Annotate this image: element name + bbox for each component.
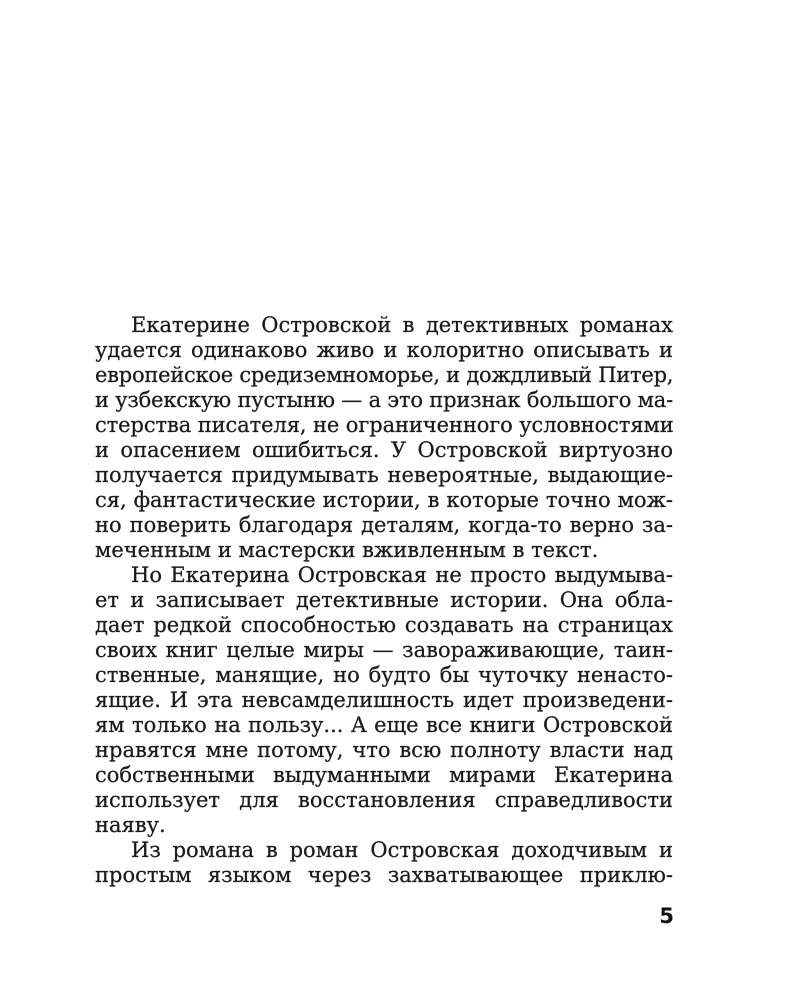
text-line: ящие. И эта невсамделишность идет произведени- [95,688,673,712]
text-line: Но Екатерина Островская не просто выдумыва- [131,563,673,587]
body-text [95,313,673,888]
text-line: и узбекскую пустыню — а это признак большого ма- [95,388,673,412]
text-line: получается придумывать невероятные, выдающие- [95,463,673,487]
text-line: нравятся мне потому, что всю полноту власти над [95,738,673,762]
text-line: меченным и мастерски вживленным в текст. [95,538,599,562]
text-line: собственными выдуманными мирами Екатерина [95,763,673,787]
text-line: ям только на пользу... А еще все книги Островской [95,713,673,737]
text-line: ся, фантастические истории, в которые точно мож- [95,488,673,512]
text-line: европейское средиземноморье, и дождливый Питер, [95,363,674,387]
text-line: дает редкой способностью создавать на страницах [95,613,673,637]
paragraph-1 [95,313,673,563]
text-line: использует для восстановления справедливости [95,788,673,812]
text-line: и опасением ошибиться. У Островской виртуозно [95,438,673,462]
text-line: ет и записывает детективные истории. Она обла- [95,588,673,612]
page-number: 5 [659,904,674,928]
paragraph-3 [95,838,673,888]
text-line: наяву. [95,813,166,837]
paragraph-2 [95,563,673,838]
text-line: своих книг целые миры — завораживающие, таин- [95,638,673,662]
text-line: Екатерине Островской в детективных романах [131,313,673,337]
text-line: удается одинаково живо и колоритно описывать и [95,338,673,362]
text-line: ственные, манящие, но будто бы чуточку ненасто- [95,663,673,687]
text-line: Из романа в роман Островская доходчивым и [131,838,673,862]
text-line: но поверить благодаря деталям, когда-то верно за- [95,513,673,537]
text-line: простым языком через захватывающее приклю- [95,863,673,887]
text-line: стерства писателя, не ограниченного условностями [95,413,674,437]
